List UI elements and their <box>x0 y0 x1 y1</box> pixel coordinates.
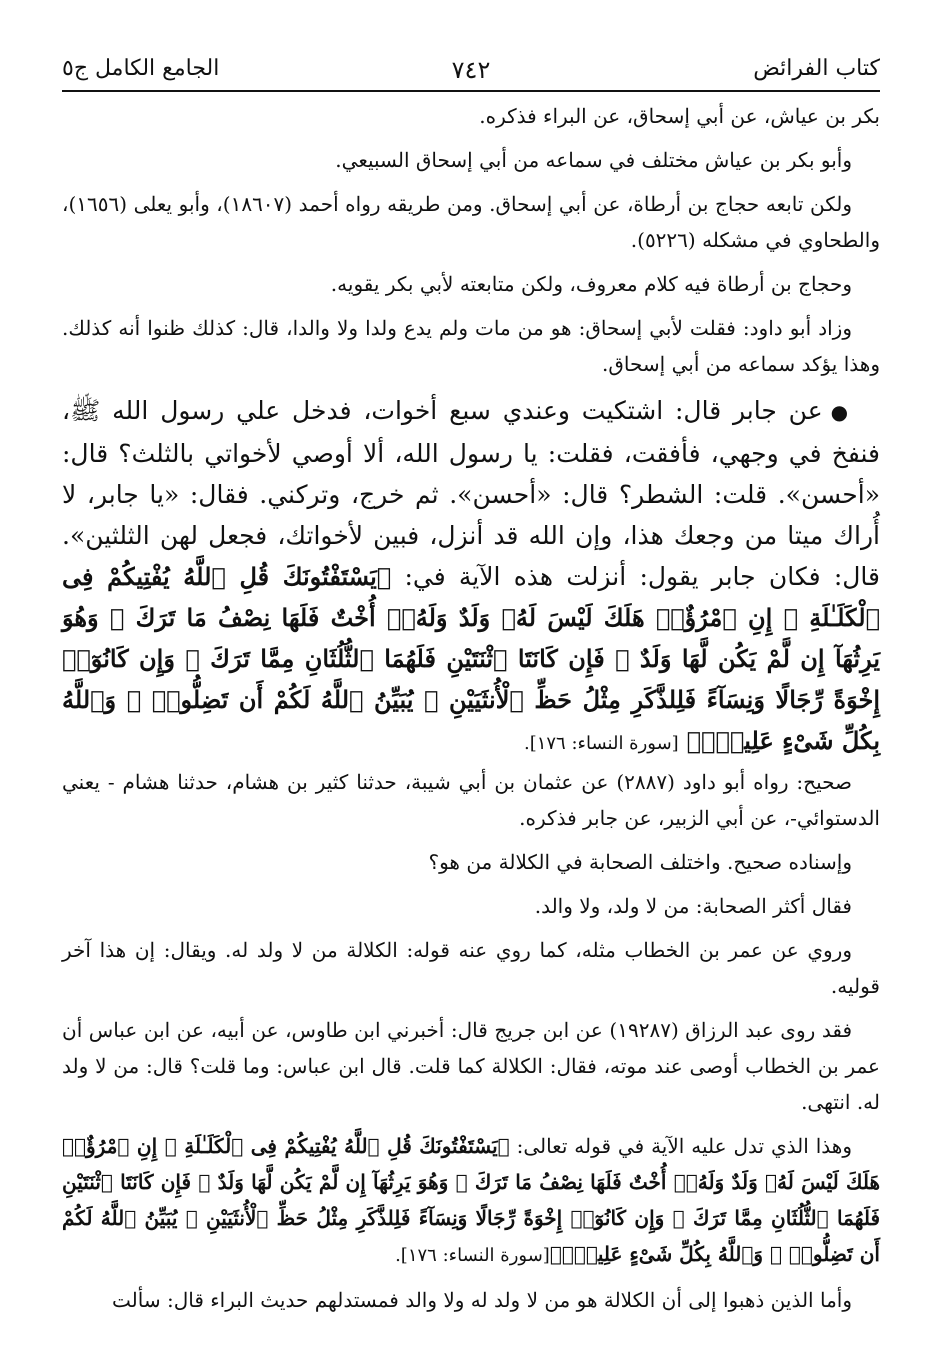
quran-verse: ﴿يَسْتَفْتُونَكَ قُلِ ٱللَّهُ يُفْتِيكُمْ فِى ٱلْكَلَـٰلَةِ ۚ إِنِ ٱمْرُؤٌا۟ هَلَكَ لَيْسَ لَهُۥ وَلَدٌ وَلَهُۥٓ أُخْتٌ فَلَهَا نِصْفُ مَا تَرَكَ ۚ وَهُوَ يَرِثُهَآ إِن لَّمْ يَكُن لَّهَا وَلَدٌ ۚ فَإِن كَانَتَا ٱثْنَتَيْنِ فَلَهُمَا ٱلثُّلُثَانِ مِمَّا تَرَكَ ۚ وَإِن كَانُوٓا۟ إِخْوَةً رِّجَالًا وَنِسَآءً فَلِلذَّكَرِ مِثْلُ حَظِّ ٱلْأُنثَيَيْنِ ۗ يُبَيِّنُ ٱللَّهُ لَكُمْ أَن تَضِلُّوا۟ ۗ وَٱللَّهُ بِكُلِّ شَىْءٍ عَلِيمٌۢ﴾ <box>62 562 880 755</box>
running-header <box>62 40 880 92</box>
quran-verse-inline: ﴿يَسْتَفْتُونَكَ قُلِ ٱللَّهُ يُفْتِيكُمْ فِى ٱلْكَلَـٰلَةِ ۚ إِنِ ٱمْرُؤٌا۟ هَلَكَ لَيْسَ لَهُۥ وَلَدٌ وَلَهُۥٓ أُخْتٌ فَلَهَا نِصْفُ مَا تَرَكَ ۚ وَهُوَ يَرِثُهَآ إِن لَّمْ يَكُن لَّهَا وَلَدٌ ۚ فَإِن كَانَتَا ٱثْنَتَيْنِ فَلَهُمَا ٱلثُّلُثَانِ مِمَّا تَرَكَ ۚ وَإِن كَانُوٓا۟ إِخْوَةً رِّجَالًا وَنِسَآءً فَلِلذَّكَرِ مِثْلُ حَظِّ ٱلْأُنثَيَيْنِ ۗ يُبَيِّنُ ٱللَّهُ لَكُمْ أَن تَضِلُّوا۟ ۗ وَٱللَّهُ بِكُلِّ شَىْءٍ عَلِيمٌۢ﴾ <box>62 1134 880 1266</box>
paragraph-7: وإسناده صحيح. واختلف الصحابة في الكلالة من هو؟ <box>428 850 852 874</box>
paragraph-6: صحيح: رواه أبو داود (٢٨٨٧) عن عثمان بن أبي شيبة، حدثنا كثير بن هشام، حدثنا هشام - يعني الدستوائي-، عن أبي الزبير، عن جابر فذكره. <box>62 770 880 830</box>
hadith-text: عن جابر قال: اشتكيت وعندي سبع أخوات، فدخل علي رسول الله ﷺ، فنفخ في وجهي، فأفقت، فقلت: يا رسول الله، ألا أوصي لأخواتي بالثلث؟ قال: «أحسن». قلت: الشطر؟ قال: «أحسن». ثم خرج، وتركني. فقال: «يا جابر، لا أُراك ميتا من وجعك هذا، وإن الله قد أنزل، فبين لأخواتك، فجعل لهن الثلثين». قال: فكان جابر يقول: أنزلت هذه الآية في: <box>62 396 881 591</box>
paragraph-11-intro: وهذا الذي تدل عليه الآية في قوله تعالى: <box>516 1134 852 1158</box>
header-section-title: كتاب الفرائض <box>753 56 880 81</box>
page-number: ٧٤٢ <box>451 56 491 84</box>
paragraph-8: فقال أكثر الصحابة: من لا ولد، ولا والد. <box>534 894 852 918</box>
bullet-marker: ● <box>830 400 852 424</box>
paragraph-3: ولكن تابعه حجاج بن أرطاة، عن أبي إسحاق. ومن طريقه رواه أحمد (١٨٦٠٧)، وأبو يعلى (١٦٥٦)، والطحاوي في مشكله (٥٢٢٦). <box>62 192 880 252</box>
paragraph-1: بكر بن عياش، عن أبي إسحاق، عن البراء فذكره. <box>479 104 880 128</box>
paragraph-9: وروي عن عمر بن الخطاب مثله، كما روي عنه قوله: الكلالة من لا ولد له. ويقال: إن هذا آخر قوليه. <box>62 938 880 998</box>
paragraph-2: وأبو بكر بن عياش مختلف في سماعه من أبي إسحاق السبيعي. <box>335 148 852 172</box>
surah-reference: [سورة النساء: ١٧٦]. <box>523 733 679 754</box>
paragraph-11 <box>62 1128 880 1274</box>
page-body <box>62 98 880 1318</box>
paragraph-4: وحجاج بن أرطاة فيه كلام معروف، ولكن متابعته لأبي بكر يقويه. <box>330 272 852 296</box>
header-book-title: الجامع الكامل ج٥ <box>62 56 220 81</box>
surah-reference-inline: [سورة النساء: ١٧٦]. <box>395 1245 550 1266</box>
paragraph-12: وأما الذين ذهبوا إلى أن الكلالة هو من لا ولد له ولا والد فمستدلهم حديث البراء قال: سألت <box>112 1288 852 1312</box>
paragraph-10: فقد روى عبد الرزاق (١٩٢٨٧) عن ابن جريج قال: أخبرني ابن طاوس، عن أبيه، عن ابن عباس أن عمر بن الخطاب أوصى عند موته، فقال: الكلالة كما قلت. قال ابن عباس: وما قلت؟ قال: من لا ولد له. انتهى. <box>62 1018 880 1114</box>
paragraph-5: وزاد أبو داود: فقلت لأبي إسحاق: هو من مات ولم يدع ولدا ولا والدا، قال: كذلك ظنوا أنه كذلك. وهذا يؤكد سماعه من أبي إسحاق. <box>62 316 880 376</box>
book-page <box>62 40 880 1372</box>
hadith-paragraph <box>62 390 880 764</box>
